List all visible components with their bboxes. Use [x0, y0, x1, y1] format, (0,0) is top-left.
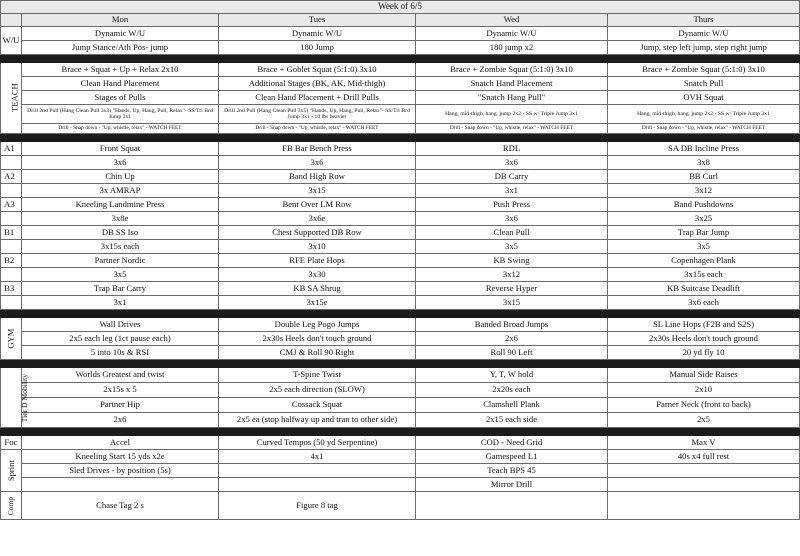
- block-label-empty: [1, 156, 22, 170]
- wu-cell: Dynamic W/U: [608, 27, 800, 41]
- gym-cell: Roll 90 Left: [416, 346, 608, 360]
- mobility-cell: 2x10: [608, 383, 800, 398]
- sets-cell: 3x15: [219, 184, 416, 198]
- strength-row: [1, 296, 800, 310]
- sprint-row: [1, 464, 800, 478]
- gym-cell: 5 into 10s & RSI: [22, 346, 219, 360]
- gym-cell: Double Leg Pogo Jumps: [219, 318, 416, 332]
- exercise-cell: DB SS Iso: [22, 226, 219, 240]
- sprint-cell: 4x1: [219, 450, 416, 464]
- section-divider: [1, 360, 800, 368]
- wu-row: [1, 41, 800, 55]
- gym-row: [1, 346, 800, 360]
- strength-row: [1, 226, 800, 240]
- exercise-cell: Kneeling Landmine Press: [22, 198, 219, 212]
- section-divider: [1, 428, 800, 436]
- mobility-cell: T-Spine Twist: [219, 368, 416, 383]
- strength-row: [1, 184, 800, 198]
- mobility-cell: Cossack Squat: [219, 398, 416, 413]
- mobility-cell: Manual Side Raises: [608, 368, 800, 383]
- sets-cell: 3x1: [22, 296, 219, 310]
- sets-cell: 3x8e: [22, 212, 219, 226]
- mobility-row: [1, 368, 800, 383]
- exercise-cell: Copenhagen Plank: [608, 254, 800, 268]
- block-label-a1: A1: [1, 142, 22, 156]
- block-label-b1: B1: [1, 226, 22, 240]
- gym-cell: Wall Drives: [22, 318, 219, 332]
- wu-cell: Dynamic W/U: [416, 27, 608, 41]
- exercise-cell: Reverse Hyper: [416, 282, 608, 296]
- day-header-row: [1, 14, 800, 27]
- comp-cell: [416, 492, 608, 520]
- exercise-cell: RFE Plate Hops: [219, 254, 416, 268]
- foc-cell: Curved Tempos (50 yd Serpentine): [219, 436, 416, 450]
- exercise-cell: BB Curl: [608, 170, 800, 184]
- sprint-cell: Sled Drives - by position (5s): [22, 464, 219, 478]
- sprint-cell: [608, 464, 800, 478]
- mobility-cell: 2x20s each: [416, 383, 608, 398]
- strength-row: [1, 142, 800, 156]
- exercise-cell: Band High Row: [219, 170, 416, 184]
- comp-row: [1, 492, 800, 520]
- teach-cell: Brace + Zombie Squat (5:1:0) 3x10: [416, 63, 608, 77]
- wu-cell: Dynamic W/U: [22, 27, 219, 41]
- teach-cell: Snatch Hand Placement: [416, 77, 608, 91]
- wu-cell: Dynamic W/U: [219, 27, 416, 41]
- sets-cell: 3x5: [608, 240, 800, 254]
- comp-cell: Figure 8 tag: [219, 492, 416, 520]
- mobility-row: [1, 398, 800, 413]
- teach-cell: Brace + Goblet Squat (5:1:0) 3x10: [219, 63, 416, 77]
- exercise-cell: RDL: [416, 142, 608, 156]
- exercise-cell: Front Squat: [22, 142, 219, 156]
- strength-row: [1, 156, 800, 170]
- strength-row: [1, 240, 800, 254]
- comp-label: [1, 492, 22, 520]
- strength-row: [1, 170, 800, 184]
- mobility-cell: Y, T, W hold: [416, 368, 608, 383]
- block-label-empty: [1, 240, 22, 254]
- strength-row: [1, 198, 800, 212]
- comp-cell: [608, 492, 800, 520]
- mobility-cell: Worlds Greatest and twist: [22, 368, 219, 383]
- wu-label: W/U: [1, 27, 22, 55]
- exercise-cell: KB SA Shrug: [219, 282, 416, 296]
- gym-cell: 2x5 each leg (1ct pause each): [22, 332, 219, 346]
- sprint-label: [1, 450, 22, 492]
- sprint-row: [1, 478, 800, 492]
- sets-cell: 3x25: [608, 212, 800, 226]
- sprint-cell: Teach BPS 45: [416, 464, 608, 478]
- exercise-cell: Chin Up: [22, 170, 219, 184]
- teach-cell: "Snatch Hang Pull": [416, 91, 608, 105]
- wu-cell: 180 jump x2: [416, 41, 608, 55]
- comp-cell: Chase Tag 2 s: [22, 492, 219, 520]
- teach-row: [1, 91, 800, 105]
- foc-label: Foc: [1, 436, 22, 450]
- block-label-b2: B2: [1, 254, 22, 268]
- mobility-cell: 2x5 ea (stop halfway up and tran to other side): [219, 413, 416, 428]
- mobility-cell: Clamshell Plank: [416, 398, 608, 413]
- gym-cell: 2x30s Heels don't touch ground: [608, 332, 800, 346]
- sets-cell: 3x15s each: [608, 268, 800, 282]
- sets-cell: 3x12: [608, 184, 800, 198]
- mobility-cell: Partner Hip: [22, 398, 219, 413]
- gym-label-text: GYM: [5, 328, 16, 349]
- teach-label: [1, 63, 22, 134]
- mobility-cell: 2x6: [22, 413, 219, 428]
- teach-cell: OVH Squat: [608, 91, 800, 105]
- teach-cell: Snatch Pull: [608, 77, 800, 91]
- teach-cell: Drill 2nd Pull (Hang Clean Pull 3x5) "Hands, Up, Hang, Pull, Relax"- SS/Tri Brd Jump 3x1 - 10 lbs heavier: [219, 105, 416, 124]
- sets-cell: 3x12: [416, 268, 608, 282]
- teach-cell: Drill - Snap down - "Up, whistle, relax" - WATCH FEET: [608, 124, 800, 134]
- sets-cell: 3x10: [219, 240, 416, 254]
- mobility-cell: 2x15s x 5: [22, 383, 219, 398]
- exercise-cell: Clean Pull: [416, 226, 608, 240]
- block-label-empty: [1, 296, 22, 310]
- mobility-cell: Parner Neck (front to back): [608, 398, 800, 413]
- sets-cell: 3x15s each: [22, 240, 219, 254]
- sets-cell: 3x15e: [219, 296, 416, 310]
- wu-row: [1, 27, 800, 41]
- block-label-empty: [1, 268, 22, 282]
- mobility-row: [1, 413, 800, 428]
- teach-cell: Drill 2nd Pull (Hang Clean Pull 3x3) "Hands, Up, Hang, Pull, Relax"- SS/Tri Brd Jump 3x1: [22, 105, 219, 124]
- block-label-a3: A3: [1, 198, 22, 212]
- teach-cell: Stages of Pulls: [22, 91, 219, 105]
- sprint-label-text: Sprint: [5, 459, 16, 481]
- block-label-empty: [1, 184, 22, 198]
- gym-row: [1, 318, 800, 332]
- mobility-label-text: Tier D Mobility: [20, 373, 30, 422]
- sprint-row: [1, 450, 800, 464]
- gym-cell: 2x30s Heels don't touch ground: [219, 332, 416, 346]
- teach-row: [1, 105, 800, 124]
- strength-row: [1, 268, 800, 282]
- header-corner: [1, 14, 22, 27]
- mobility-cell: 2x5 each direction (SLOW): [219, 383, 416, 398]
- gym-cell: 2x6: [416, 332, 608, 346]
- teach-cell: Brace + Zombie Squat (5:1:0) 3x10: [608, 63, 800, 77]
- sprint-cell: Kneeling Start 15 yds x2e: [22, 450, 219, 464]
- wu-cell: Jump, step left jump, step right jump: [608, 41, 800, 55]
- exercise-cell: Partner Nordic: [22, 254, 219, 268]
- teach-row: [1, 63, 800, 77]
- section-divider: [1, 55, 800, 63]
- sets-cell: 3x30: [219, 268, 416, 282]
- teach-cell: Additional Stages (BK, AK, Mid-thigh): [219, 77, 416, 91]
- exercise-cell: Chest Supported DB Row: [219, 226, 416, 240]
- week-title: Week of 6/5: [1, 1, 800, 14]
- section-divider: [1, 310, 800, 318]
- day-header-mon: Mon: [22, 14, 219, 27]
- gym-label: [1, 318, 22, 360]
- mobility-cell: 2x15 each side: [416, 413, 608, 428]
- section-divider: [1, 134, 800, 142]
- sprint-cell: Mirror Drill: [416, 478, 608, 492]
- strength-row: [1, 282, 800, 296]
- gym-cell: Banded Broad Jumps: [416, 318, 608, 332]
- sets-cell: 3x5: [22, 268, 219, 282]
- teach-row: [1, 124, 800, 134]
- exercise-cell: Push Press: [416, 198, 608, 212]
- mobility-label: [1, 368, 30, 428]
- day-header-thurs: Thurs: [608, 14, 800, 27]
- sets-cell: 3x6: [22, 156, 219, 170]
- foc-row: [1, 436, 800, 450]
- foc-cell: Accel: [22, 436, 219, 450]
- sprint-cell: [219, 478, 416, 492]
- exercise-cell: FB Bar Bench Press: [219, 142, 416, 156]
- gym-cell: SL Line Hops (F2B and S2S): [608, 318, 800, 332]
- strength-row: [1, 212, 800, 226]
- sets-cell: 3x6: [219, 156, 416, 170]
- sets-cell: 3x6: [416, 156, 608, 170]
- teach-cell: Hang, mid-thigh, hang, jump 2x2 - SS w/ Triple Jump 3x1: [416, 105, 608, 124]
- mobility-row: [1, 383, 800, 398]
- gym-cell: CMJ & Roll 90 Right: [219, 346, 416, 360]
- strength-row: [1, 254, 800, 268]
- teach-cell: Drill - Snap down - "Up, whistle, relax" - WATCH FEET: [22, 124, 219, 134]
- block-label-a2: A2: [1, 170, 22, 184]
- teach-cell: Clean Hand Placement: [22, 77, 219, 91]
- gym-row: [1, 332, 800, 346]
- exercise-cell: Band Pushdowns: [608, 198, 800, 212]
- teach-cell: Clean Hand Placement + Drill Pulls: [219, 91, 416, 105]
- sets-cell: 3x6: [416, 212, 608, 226]
- sprint-cell: Gamespeed L1: [416, 450, 608, 464]
- sprint-cell: [219, 464, 416, 478]
- sets-cell: 3x1: [416, 184, 608, 198]
- sets-cell: 3x6 each: [608, 296, 800, 310]
- exercise-cell: Trap Bar Carry: [22, 282, 219, 296]
- wu-cell: Jump Stance/Ath Pos- jump: [22, 41, 219, 55]
- exercise-cell: Trap Bar Jump: [608, 226, 800, 240]
- sets-cell: 3x6e: [219, 212, 416, 226]
- teach-label-text: TEACH: [9, 83, 20, 113]
- sprint-cell: 40s x4 full rest: [608, 450, 800, 464]
- sets-cell: 3x15: [416, 296, 608, 310]
- sprint-cell: [608, 478, 800, 492]
- exercise-cell: KB Suitcase Deadlift: [608, 282, 800, 296]
- block-label-empty: [1, 212, 22, 226]
- teach-cell: Hang, mid-thigh, hang, jump 2x2 - SS w/ Triple Jump 3x1: [608, 105, 800, 124]
- teach-cell: Brace + Squat + Up + Relax 2x10: [22, 63, 219, 77]
- sprint-cell: [22, 478, 219, 492]
- teach-cell: Drill - Snap down - "Up, whistle, relax" - WATCH FEET: [416, 124, 608, 134]
- gym-cell: 20 yd fly 10: [608, 346, 800, 360]
- sets-cell: 3x5: [416, 240, 608, 254]
- foc-cell: COD - Need Grid: [416, 436, 608, 450]
- wu-cell: 180 Jump: [219, 41, 416, 55]
- foc-cell: Max V: [608, 436, 800, 450]
- comp-label-text: Comp: [5, 496, 15, 516]
- block-label-b3: B3: [1, 282, 22, 296]
- day-header-tues: Tues: [219, 14, 416, 27]
- sets-cell: 3x AMRAP: [22, 184, 219, 198]
- teach-cell: Drill - Snap down - "Up, whistle, relax" - WATCH FEET: [219, 124, 416, 134]
- day-header-wed: Wed: [416, 14, 608, 27]
- exercise-cell: Bent Over LM Row: [219, 198, 416, 212]
- sets-cell: 3x8: [608, 156, 800, 170]
- mobility-cell: 2x5: [608, 413, 800, 428]
- exercise-cell: KB Swing: [416, 254, 608, 268]
- teach-row: [1, 77, 800, 91]
- exercise-cell: DB Carry: [416, 170, 608, 184]
- exercise-cell: SA DB Incline Press: [608, 142, 800, 156]
